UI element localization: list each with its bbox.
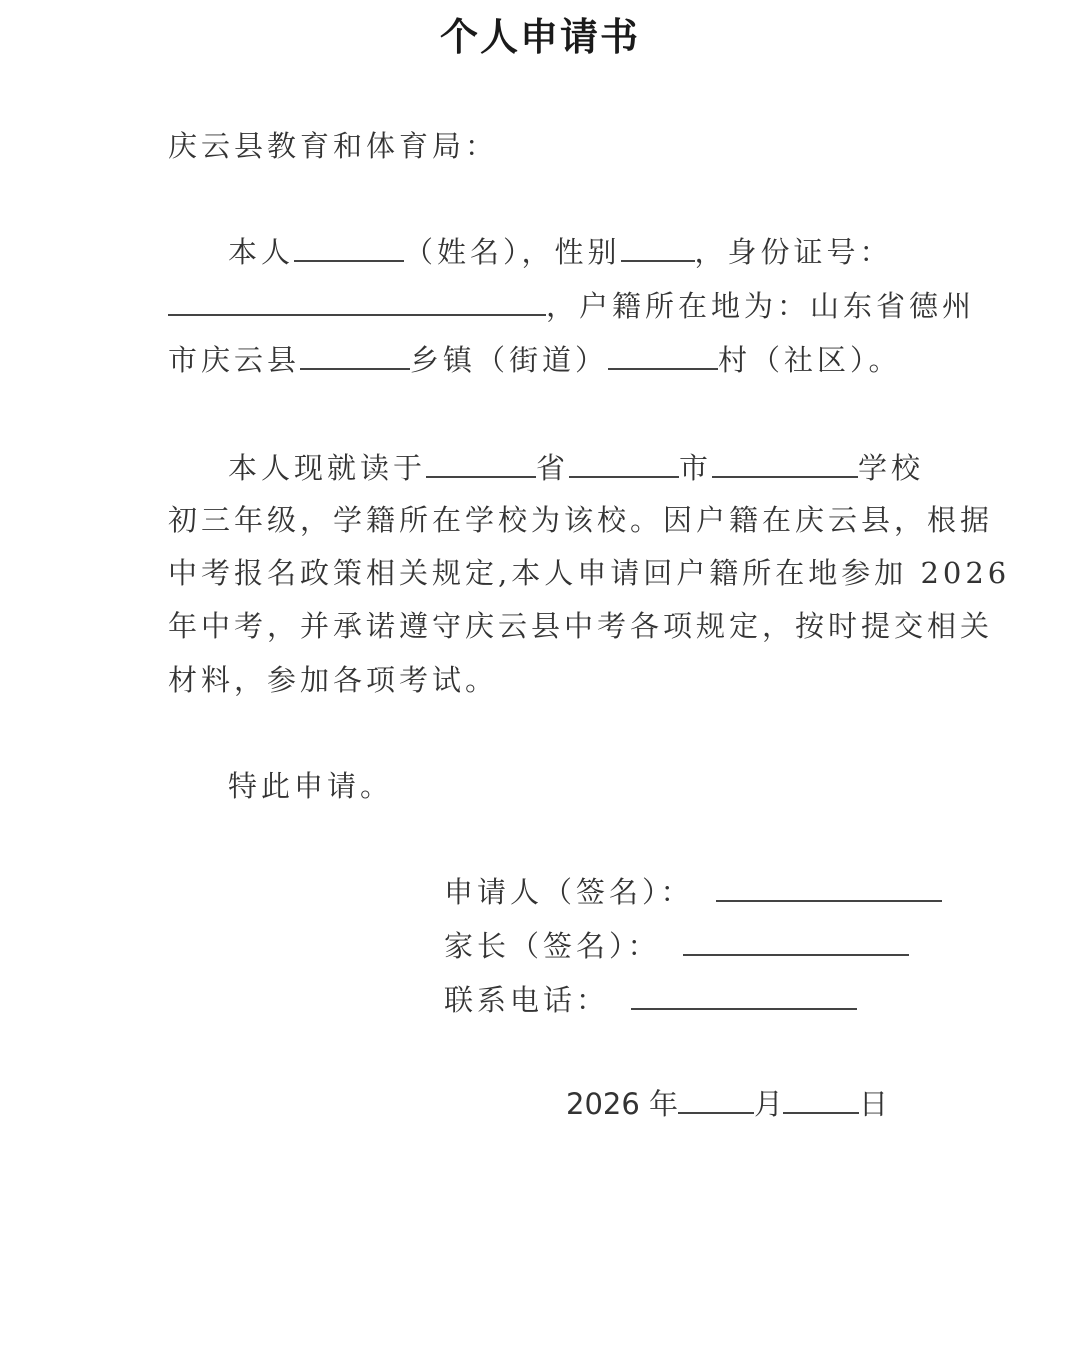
contact-phone-blank[interactable]	[631, 984, 857, 1010]
parent-signature-blank[interactable]	[683, 930, 909, 956]
applicant-signature-blank[interactable]	[716, 876, 942, 902]
village-blank[interactable]	[608, 346, 718, 370]
month-blank[interactable]	[678, 1090, 754, 1114]
applicant-signature-row	[444, 872, 942, 912]
month-label: 月	[754, 1087, 784, 1121]
gender-blank[interactable]	[621, 238, 695, 262]
school-label: 学校	[858, 451, 925, 485]
recipient-line: 庆云县教育和体育局：	[168, 129, 499, 163]
paragraph2-line3: 中考报名政策相关规定,本人申请回户籍所在地参加 2026	[168, 556, 1011, 590]
paragraph2-line1	[228, 448, 924, 488]
date-year: 2026 年	[566, 1087, 679, 1121]
city-county-label: 市庆云县	[168, 343, 301, 377]
paragraph2-line4: 年中考，并承诺遵守庆云县中考各项规定，按时提交相关	[168, 609, 994, 643]
date-row	[566, 1084, 888, 1124]
township-blank[interactable]	[300, 346, 410, 370]
contact-phone-row	[444, 980, 857, 1020]
paragraph1-line3	[168, 340, 902, 380]
name-gender-label: （姓名），性别	[404, 235, 621, 269]
document-title: 个人申请书	[439, 15, 640, 59]
city-label: 市	[679, 451, 713, 485]
household-label: ，户籍所在地为：山东省德州	[546, 289, 976, 323]
applicant-signature-label: 申请人（签名）：	[444, 875, 694, 909]
day-blank[interactable]	[783, 1090, 859, 1114]
parent-signature-row	[444, 926, 909, 966]
id-number-blank[interactable]	[168, 292, 546, 316]
school-blank[interactable]	[712, 454, 858, 478]
city-blank[interactable]	[569, 454, 679, 478]
province-blank[interactable]	[426, 454, 536, 478]
name-blank[interactable]	[294, 238, 404, 262]
province-label: 省	[536, 451, 570, 485]
paragraph2-line5: 材料，参加各项考试。	[168, 663, 499, 697]
parent-signature-label: 家长（签名）：	[444, 929, 661, 963]
contact-phone-label: 联系电话：	[444, 983, 610, 1017]
paragraph2-line2: 初三年级，学籍所在学校为该校。因户籍在庆云县，根据	[168, 503, 994, 537]
township-label: 乡镇（街道）	[410, 343, 609, 377]
day-label: 日	[859, 1087, 889, 1121]
id-number-label: ，身份证号：	[694, 235, 893, 269]
paragraph1-line2	[168, 286, 975, 326]
closing-line: 特此申请。	[228, 769, 394, 803]
self-label: 本人	[228, 235, 295, 269]
paragraph1-line1	[228, 232, 893, 272]
village-label: 村（社区）。	[718, 343, 902, 377]
school-lead-label: 本人现就读于	[228, 451, 427, 485]
